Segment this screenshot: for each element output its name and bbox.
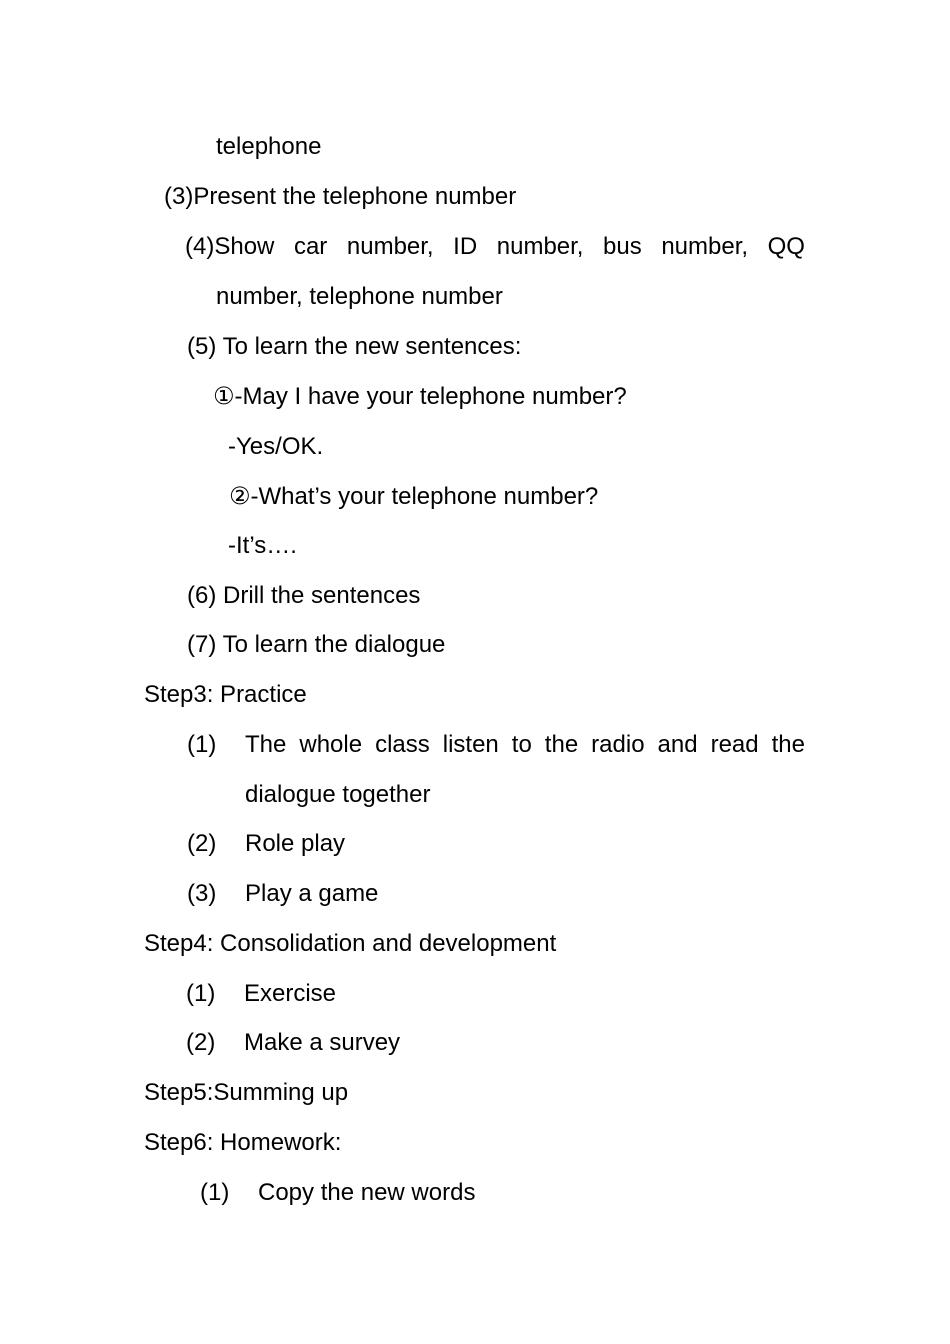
step3-heading: Step3: Practice <box>144 681 307 708</box>
item-4-word: number, <box>496 233 584 260</box>
step6-heading: Step6: Homework: <box>144 1129 342 1156</box>
item-5: (5) To learn the new sentences: <box>187 333 522 360</box>
step3-item-text: The whole class listen to the radio and read the <box>245 731 805 758</box>
continued-line: telephone <box>216 133 322 160</box>
item-4-continuation: number, telephone number <box>216 283 503 310</box>
item-4 <box>185 232 805 262</box>
step4-item-number: (2) <box>186 1029 216 1056</box>
step3-item-number: (2) <box>187 830 217 857</box>
item-4-word: QQ <box>767 233 805 260</box>
item-4-prefix: (4)Show <box>185 233 275 260</box>
sentence-1-question: ①-May I have your telephone number? <box>213 383 627 410</box>
step3-item-number: (3) <box>187 880 217 907</box>
step3-item-text: Play a game <box>245 880 379 907</box>
sentence-2-question: ②-What’s your telephone number? <box>229 483 599 510</box>
sentence-2-answer: -It’s…. <box>228 532 297 559</box>
step3-item-continuation: dialogue together <box>245 781 431 808</box>
sentence-1-answer: -Yes/OK. <box>228 433 324 460</box>
item-7: (7) To learn the dialogue <box>187 631 446 658</box>
step6-item-text: Copy the new words <box>258 1179 476 1206</box>
item-4-word: bus <box>603 233 642 260</box>
step3-item-text: Role play <box>245 830 346 857</box>
step4-item-text: Exercise <box>244 980 337 1007</box>
item-4-word: car <box>293 233 328 260</box>
step4-heading: Step4: Consolidation and development <box>144 930 557 957</box>
step3-item-number: (1) <box>187 731 217 758</box>
step4-item-text: Make a survey <box>244 1029 401 1056</box>
step6-item-number: (1) <box>200 1179 230 1206</box>
step5-heading: Step5:Summing up <box>144 1079 349 1106</box>
item-6: (6) Drill the sentences <box>187 582 421 609</box>
item-4-word: number, <box>346 233 434 260</box>
step4-item-number: (1) <box>186 980 216 1007</box>
item-4-word: ID <box>453 233 478 260</box>
item-4-word: number, <box>661 233 749 260</box>
item-3: (3)Present the telephone number <box>164 183 517 210</box>
